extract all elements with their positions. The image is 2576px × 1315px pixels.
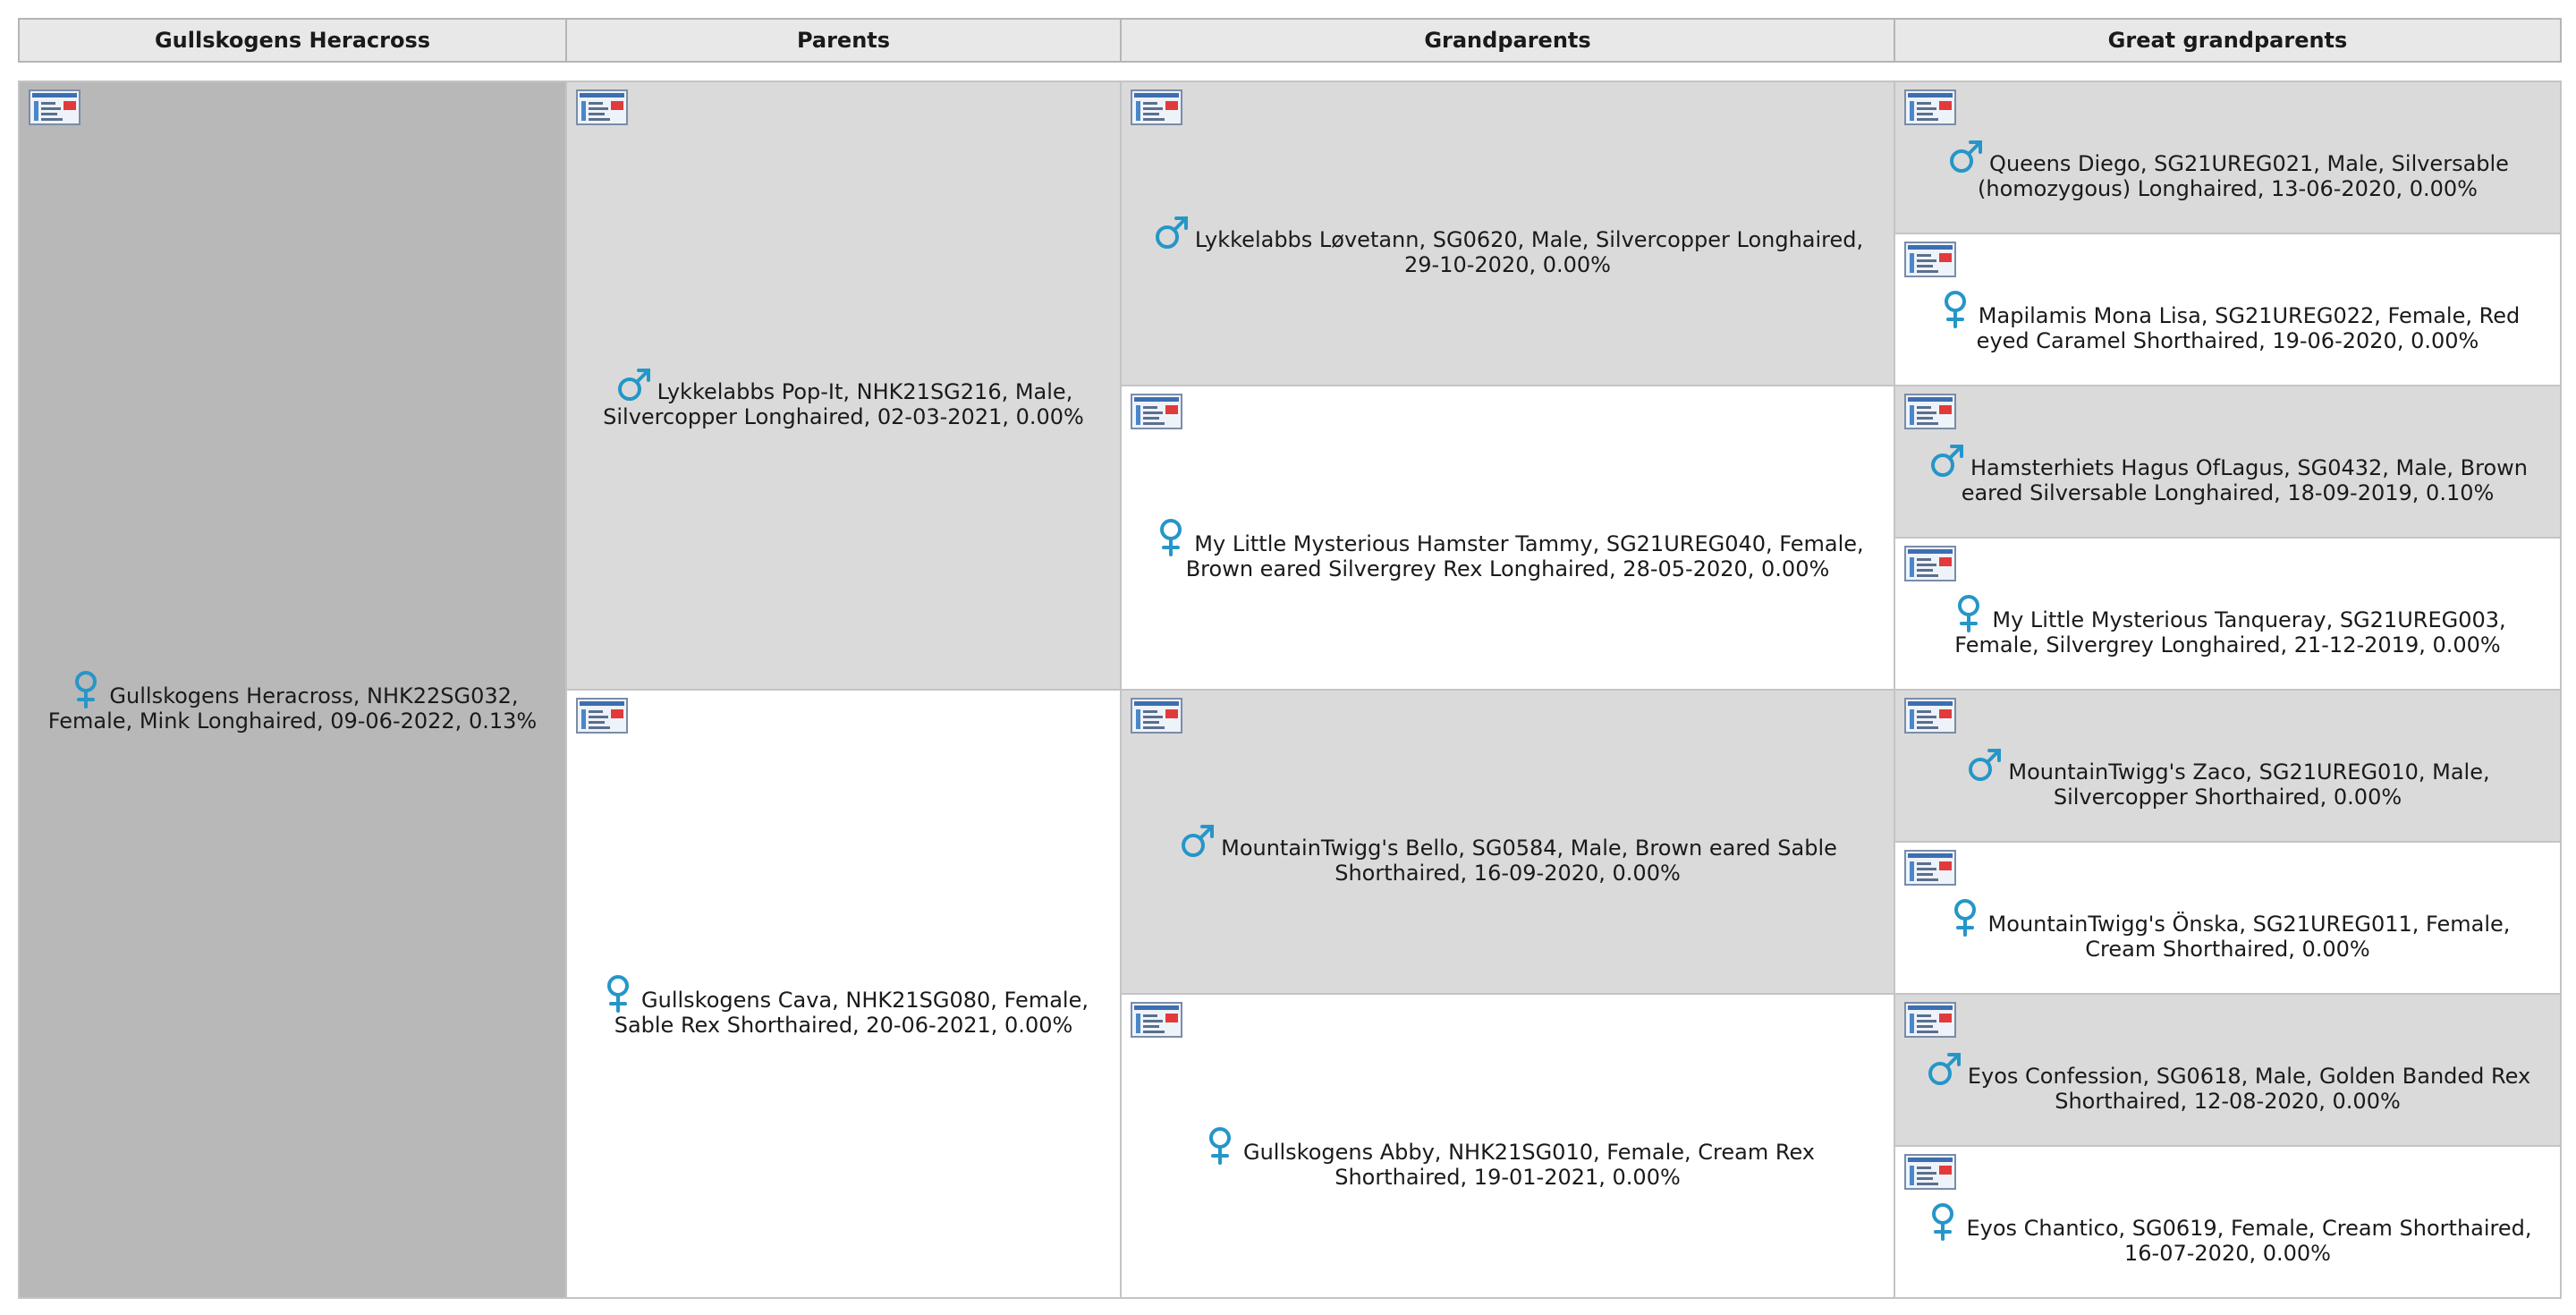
- male-symbol-icon: [1946, 137, 1986, 176]
- female-symbol-icon: [1923, 1201, 1962, 1241]
- great-grandparent-info: [1895, 557, 2560, 670]
- male-symbol-icon: [1152, 213, 1191, 252]
- grandparent-info: [1122, 481, 1894, 594]
- sire-text[interactable]: Lykkelabbs Pop-It, NHK21SG216, Male, Silvercopper Longhaired, 02-03-2021, 0.00%: [603, 379, 1084, 429]
- male-symbol-icon: [1925, 1049, 1964, 1089]
- great-grandparent-text[interactable]: MountainTwigg's Zaco, SG21UREG010, Male, Silvercopper Shorthaired, 0.00%: [2008, 759, 2490, 810]
- pedigree-card-icon[interactable]: [1904, 546, 1956, 581]
- dam-cell: [566, 690, 1121, 1298]
- great-grandparent-cell: [1894, 81, 2561, 233]
- great-grandparent-text[interactable]: Hamsterhiets Hagus OfLagus, SG0432, Male, Brown eared Silversable Longhaired, 18-09-2019, 0.10%: [1961, 455, 2528, 505]
- pedigree-card-icon[interactable]: [1904, 1154, 1956, 1190]
- grandparent-text[interactable]: MountainTwigg's Bello, SG0584, Male, Brown eared Sable Shorthaired, 16-09-2020, 0.00%: [1221, 836, 1837, 886]
- great-grandparent-cell: [1894, 842, 2561, 994]
- subject-info: [20, 633, 565, 746]
- grandparent-info: [1122, 177, 1894, 290]
- great-grandparent-text[interactable]: My Little Mysterious Tanqueray, SG21UREG003, Female, Silvergrey Longhaired, 21-12-2019, 0.00%: [1954, 607, 2506, 658]
- dam-info: [567, 937, 1120, 1050]
- sire-cell: [566, 81, 1121, 690]
- great-grandparent-text[interactable]: MountainTwigg's Önska, SG21UREG011, Female, Cream Shorthaired, 0.00%: [1987, 912, 2511, 962]
- female-symbol-icon: [1936, 289, 1975, 328]
- pedigree-card-icon[interactable]: [1904, 89, 1956, 125]
- pedigree-card-icon[interactable]: [1131, 1002, 1182, 1038]
- pedigree-card-icon[interactable]: [576, 698, 628, 734]
- grandsire-sire-cell: [1121, 81, 1894, 386]
- pedigree-card-icon[interactable]: [1904, 1002, 1956, 1038]
- pedigree-card-icon[interactable]: [29, 89, 80, 125]
- grandparent-info: [1122, 1090, 1894, 1202]
- female-symbol-icon: [1151, 517, 1191, 556]
- great-grandparent-cell: [1894, 233, 2561, 386]
- pedigree-header: [18, 18, 2562, 63]
- great-grandparent-text[interactable]: Mapilamis Mona Lisa, SG21UREG022, Female, Red eyed Caramel Shorthaired, 19-06-2020, 0.00%: [1976, 303, 2521, 353]
- female-symbol-icon: [1949, 593, 1988, 632]
- pedigree-card-icon[interactable]: [576, 89, 628, 125]
- great-grandparent-text[interactable]: Eyos Confession, SG0618, Male, Golden Banded Rex Shorthaired, 12-08-2020, 0.00%: [1967, 1064, 2531, 1114]
- header-grandparents: Grandparents: [1121, 19, 1894, 62]
- great-grandparent-info: [1895, 405, 2560, 518]
- male-symbol-icon: [1928, 441, 1967, 480]
- great-grandparent-cell: [1894, 994, 2561, 1146]
- header-subject: Gullskogens Heracross: [19, 19, 566, 62]
- female-symbol-icon: [598, 973, 638, 1013]
- great-grandparent-info: [1895, 253, 2560, 366]
- great-grandparent-info: [1895, 1166, 2560, 1278]
- header-great-grandparents: Great grandparents: [1894, 19, 2561, 62]
- female-symbol-icon: [1945, 897, 1985, 937]
- pedigree-card-icon[interactable]: [1904, 394, 1956, 429]
- pedigree-card-icon[interactable]: [1131, 394, 1182, 429]
- male-symbol-icon: [1965, 745, 2004, 785]
- grandsire-dam-cell: [1121, 690, 1894, 994]
- great-grandparent-info: [1895, 101, 2560, 214]
- great-grandparent-cell: [1894, 1146, 2561, 1298]
- great-grandparent-text[interactable]: Eyos Chantico, SG0619, Female, Cream Shorthaired, 16-07-2020, 0.00%: [1966, 1216, 2532, 1266]
- pedigree-card-icon[interactable]: [1131, 698, 1182, 734]
- pedigree-table: [18, 81, 2562, 1299]
- great-grandparent-info: [1895, 709, 2560, 822]
- granddam-dam-cell: [1121, 994, 1894, 1298]
- great-grandparent-cell: [1894, 538, 2561, 690]
- grandparent-text[interactable]: My Little Mysterious Hamster Tammy, SG21UREG040, Female, Brown eared Silvergrey Rex Longhaired, 28-05-2020, 0.00%: [1185, 531, 1864, 581]
- grandparent-info: [1122, 785, 1894, 898]
- male-symbol-icon: [614, 365, 654, 404]
- great-grandparent-cell: [1894, 386, 2561, 538]
- sire-info: [567, 329, 1120, 442]
- great-grandparent-info: [1895, 861, 2560, 974]
- header-parents: Parents: [566, 19, 1121, 62]
- pedigree-card-icon[interactable]: [1131, 89, 1182, 125]
- female-symbol-icon: [66, 669, 106, 708]
- male-symbol-icon: [1178, 821, 1217, 861]
- pedigree-card-icon[interactable]: [1904, 698, 1956, 734]
- granddam-sire-cell: [1121, 386, 1894, 690]
- female-symbol-icon: [1200, 1125, 1240, 1165]
- grandparent-text[interactable]: Lykkelabbs Løvetann, SG0620, Male, Silvercopper Longhaired, 29-10-2020, 0.00%: [1194, 227, 1864, 277]
- grandparent-text[interactable]: Gullskogens Abby, NHK21SG010, Female, Cream Rex Shorthaired, 19-01-2021, 0.00%: [1243, 1140, 1815, 1190]
- great-grandparent-info: [1895, 1014, 2560, 1126]
- pedigree-card-icon[interactable]: [1904, 242, 1956, 277]
- pedigree-card-icon[interactable]: [1904, 850, 1956, 886]
- great-grandparent-cell: [1894, 690, 2561, 842]
- subject-text[interactable]: Gullskogens Heracross, NHK22SG032, Female, Mink Longhaired, 09-06-2022, 0.13%: [47, 683, 538, 734]
- great-grandparent-text[interactable]: Queens Diego, SG21UREG021, Male, Silversable (homozygous) Longhaired, 13-06-2020, 0.00%: [1978, 151, 2509, 201]
- dam-text[interactable]: Gullskogens Cava, NHK21SG080, Female, Sable Rex Shorthaired, 20-06-2021, 0.00%: [614, 988, 1089, 1038]
- subject-cell: [19, 81, 566, 1298]
